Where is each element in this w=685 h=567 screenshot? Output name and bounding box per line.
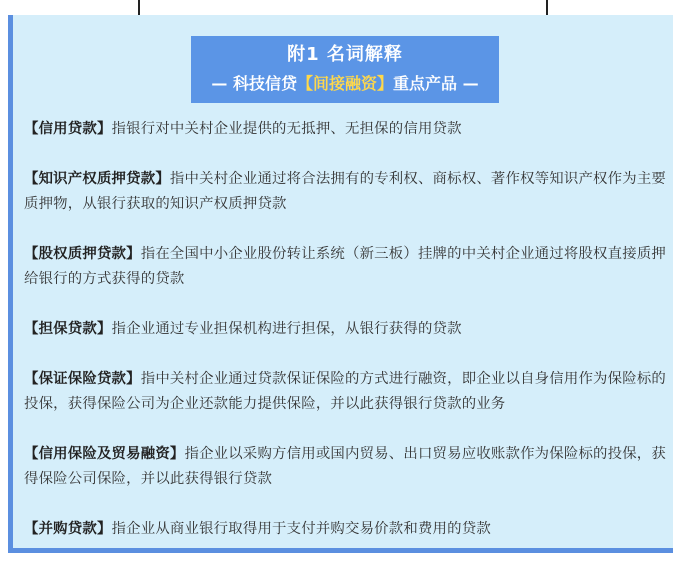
item-term: 【股权质押贷款】 bbox=[24, 246, 141, 262]
item-term: 【并购贷款】 bbox=[24, 521, 112, 537]
item-desc: 指银行对中关村企业提供的无抵押、无担保的信用贷款 bbox=[111, 121, 462, 137]
glossary-list bbox=[24, 117, 672, 567]
item-desc: 指中关村企业通过贷款保证保险的方式进行融资，即企业以自身信用作为保险标的投保，获得保险公司为企业还款能力提供保险，并以此获得银行贷款的业务 bbox=[24, 371, 666, 412]
header-sub-suffix: 重点产品 — bbox=[393, 74, 479, 93]
glossary-item-equity-pledge-loan bbox=[24, 242, 672, 292]
item-term: 【信用保险及贸易融资】 bbox=[24, 446, 185, 462]
header-title: 附1 名词解释 bbox=[287, 44, 403, 65]
glossary-item-ma-loan bbox=[24, 517, 672, 542]
item-term: 【知识产权质押贷款】 bbox=[24, 171, 170, 187]
glossary-item-guarantee-insurance-loan bbox=[24, 367, 672, 417]
glossary-item-guarantee-loan bbox=[24, 317, 672, 342]
header-sub-prefix: — 科技信贷 bbox=[211, 74, 297, 93]
glossary-item-credit-insurance-trade-finance bbox=[24, 442, 672, 492]
item-desc: 指企业以采购方信用或国内贸易、出口贸易应收账款作为保险标的投保，获得保险公司保险，并以此获得银行贷款 bbox=[24, 446, 666, 487]
header-subtitle bbox=[191, 71, 499, 97]
item-desc: 指在全国中小企业股份转让系统（新三板）挂牌的中关村企业通过将股权直接质押给银行的方式获得的贷款 bbox=[24, 246, 666, 287]
item-desc: 指中关村企业通过将合法拥有的专利权、商标权、著作权等知识产权作为主要质押物，从银行获取的知识产权质押贷款 bbox=[24, 171, 667, 212]
item-term: 【担保贷款】 bbox=[24, 321, 112, 337]
item-term: 【保证保险贷款】 bbox=[24, 371, 141, 387]
glossary-header bbox=[191, 36, 499, 103]
glossary-item-credit-loan bbox=[24, 117, 672, 142]
glossary-item-ip-pledge-loan bbox=[24, 167, 672, 217]
item-desc: 指企业通过专业担保机构进行担保，从银行获得的贷款 bbox=[111, 321, 462, 337]
item-desc: 指企业从商业银行取得用于支付并购交易价款和费用的贷款 bbox=[111, 521, 491, 537]
item-term: 【信用贷款】 bbox=[24, 121, 112, 137]
header-sub-highlight: 【间接融资】 bbox=[296, 74, 393, 93]
